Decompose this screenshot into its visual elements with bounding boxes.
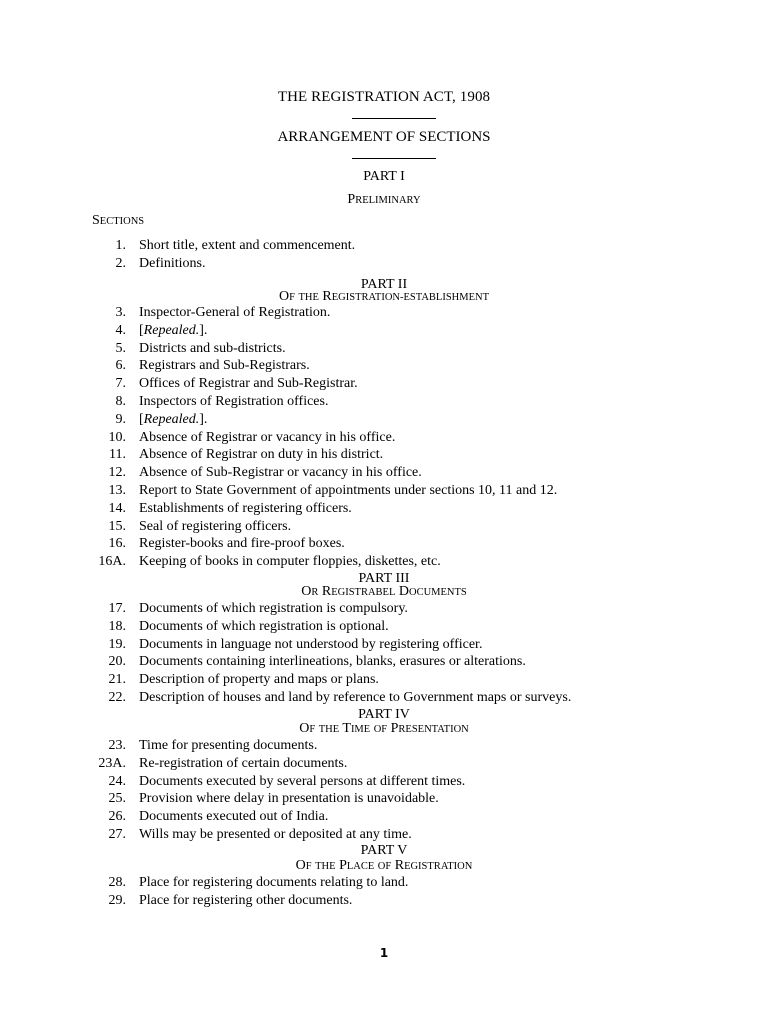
section-title: [Repealed.]. (139, 411, 208, 427)
section-title: Absence of Sub-Registrar or vacancy in his office. (139, 465, 422, 481)
part-heading: PART I (363, 169, 405, 184)
section-number: 7. (115, 376, 126, 392)
section-number: 12. (108, 465, 126, 481)
section-title: Wills may be presented or deposited at any time. (139, 827, 412, 842)
section-number: 29. (108, 892, 126, 908)
section-number: 23. (108, 738, 126, 753)
section-title: Provision where delay in presentation is unavoidable. (139, 791, 439, 807)
section-title: Documents executed by several persons at different times. (139, 773, 466, 789)
section-number: 10. (108, 429, 126, 445)
section-number: 17. (108, 601, 126, 616)
part-heading: PART II (360, 277, 408, 292)
section-number: 26. (108, 809, 126, 825)
section-number: 9. (115, 411, 126, 427)
part-subheading: PRELIMINARY (347, 192, 421, 207)
section-number: 2. (115, 255, 126, 271)
section-number: 19. (108, 636, 126, 652)
section-title: Description of houses and land by reference to Government maps or surveys. (139, 690, 572, 705)
section-number: 3. (115, 305, 126, 320)
section-title: Inspector-General of Registration. (139, 305, 331, 320)
section-title: Definitions. (139, 255, 206, 271)
section-number: 4. (115, 322, 126, 338)
section-title: Short title, extent and commencement. (139, 238, 356, 253)
section-number: 23A. (98, 755, 126, 771)
section-number: 20. (108, 654, 126, 670)
section-title: Documents in language not understood by registering officer. (139, 636, 483, 652)
part-heading: PART V (360, 843, 408, 858)
section-number: 5. (115, 340, 126, 356)
section-title: Absence of Registrar on duty in his district. (139, 447, 384, 463)
section-number: 16A. (98, 554, 126, 570)
section-number: 14. (108, 500, 126, 516)
section-title: Time for presenting documents. (139, 738, 318, 753)
sections-label: SECTIONS (92, 213, 145, 228)
part-subheading: OF THE TIME OF PRESENTATION (299, 721, 469, 736)
section-title: [Repealed.]. (139, 322, 208, 338)
section-title: Absence of Registrar or vacancy in his office. (139, 429, 396, 445)
section-title: Documents executed out of India. (139, 809, 329, 825)
section-title: Inspectors of Registration offices. (139, 394, 329, 409)
section-title: Report to State Government of appointments under sections 10, 11 and 12. (139, 483, 558, 498)
section-number: 21. (108, 672, 126, 688)
section-title: Place for registering other documents. (139, 892, 353, 908)
arrangement-title: ARRANGEMENT OF SECTIONS (277, 129, 491, 145)
section-title: Establishments of registering officers. (139, 500, 352, 516)
part-subheading: OF THE REGISTRATION-ESTABLISHMENT (279, 289, 489, 304)
section-title: Offices of Registrar and Sub-Registrar. (139, 376, 358, 392)
section-number: 11. (109, 447, 126, 463)
part-heading: PART III (358, 571, 410, 586)
section-number: 28. (108, 875, 126, 890)
section-number: 15. (108, 518, 126, 534)
arrangement-divider (352, 158, 436, 159)
section-number: 6. (115, 358, 126, 374)
page-number: 1 (379, 946, 389, 960)
part-subheading: OR REGISTRABEL DOCUMENTS (301, 584, 467, 599)
act-title: THE REGISTRATION ACT, 1908 (277, 89, 491, 105)
section-title: Documents of which registration is optional. (139, 618, 389, 634)
section-title: Documents of which registration is compulsory. (139, 601, 408, 616)
section-title: Seal of registering officers. (139, 518, 292, 534)
section-number: 18. (108, 618, 126, 634)
section-number: 22. (108, 690, 126, 705)
part-subheading: OF THE PLACE OF REGISTRATION (295, 858, 473, 873)
section-title: Keeping of books in computer floppies, diskettes, etc. (139, 554, 441, 570)
section-number: 16. (108, 536, 126, 552)
section-title: Description of property and maps or plans. (139, 672, 379, 688)
section-title: Registrars and Sub-Registrars. (139, 358, 310, 374)
section-title: Documents containing interlineations, blanks, erasures or alterations. (139, 654, 526, 670)
title-divider (352, 118, 436, 119)
part-heading: PART IV (358, 707, 410, 722)
section-number: 27. (108, 827, 126, 842)
section-number: 24. (108, 773, 126, 789)
section-number: 13. (108, 483, 126, 498)
section-title: Place for registering documents relating to land. (139, 875, 409, 890)
section-title: Districts and sub-districts. (139, 340, 286, 356)
section-number: 8. (115, 394, 126, 409)
section-title: Re-registration of certain documents. (139, 755, 348, 771)
section-title: Register-books and fire-proof boxes. (139, 536, 345, 552)
section-number: 25. (108, 791, 126, 807)
section-number: 1. (115, 238, 126, 253)
